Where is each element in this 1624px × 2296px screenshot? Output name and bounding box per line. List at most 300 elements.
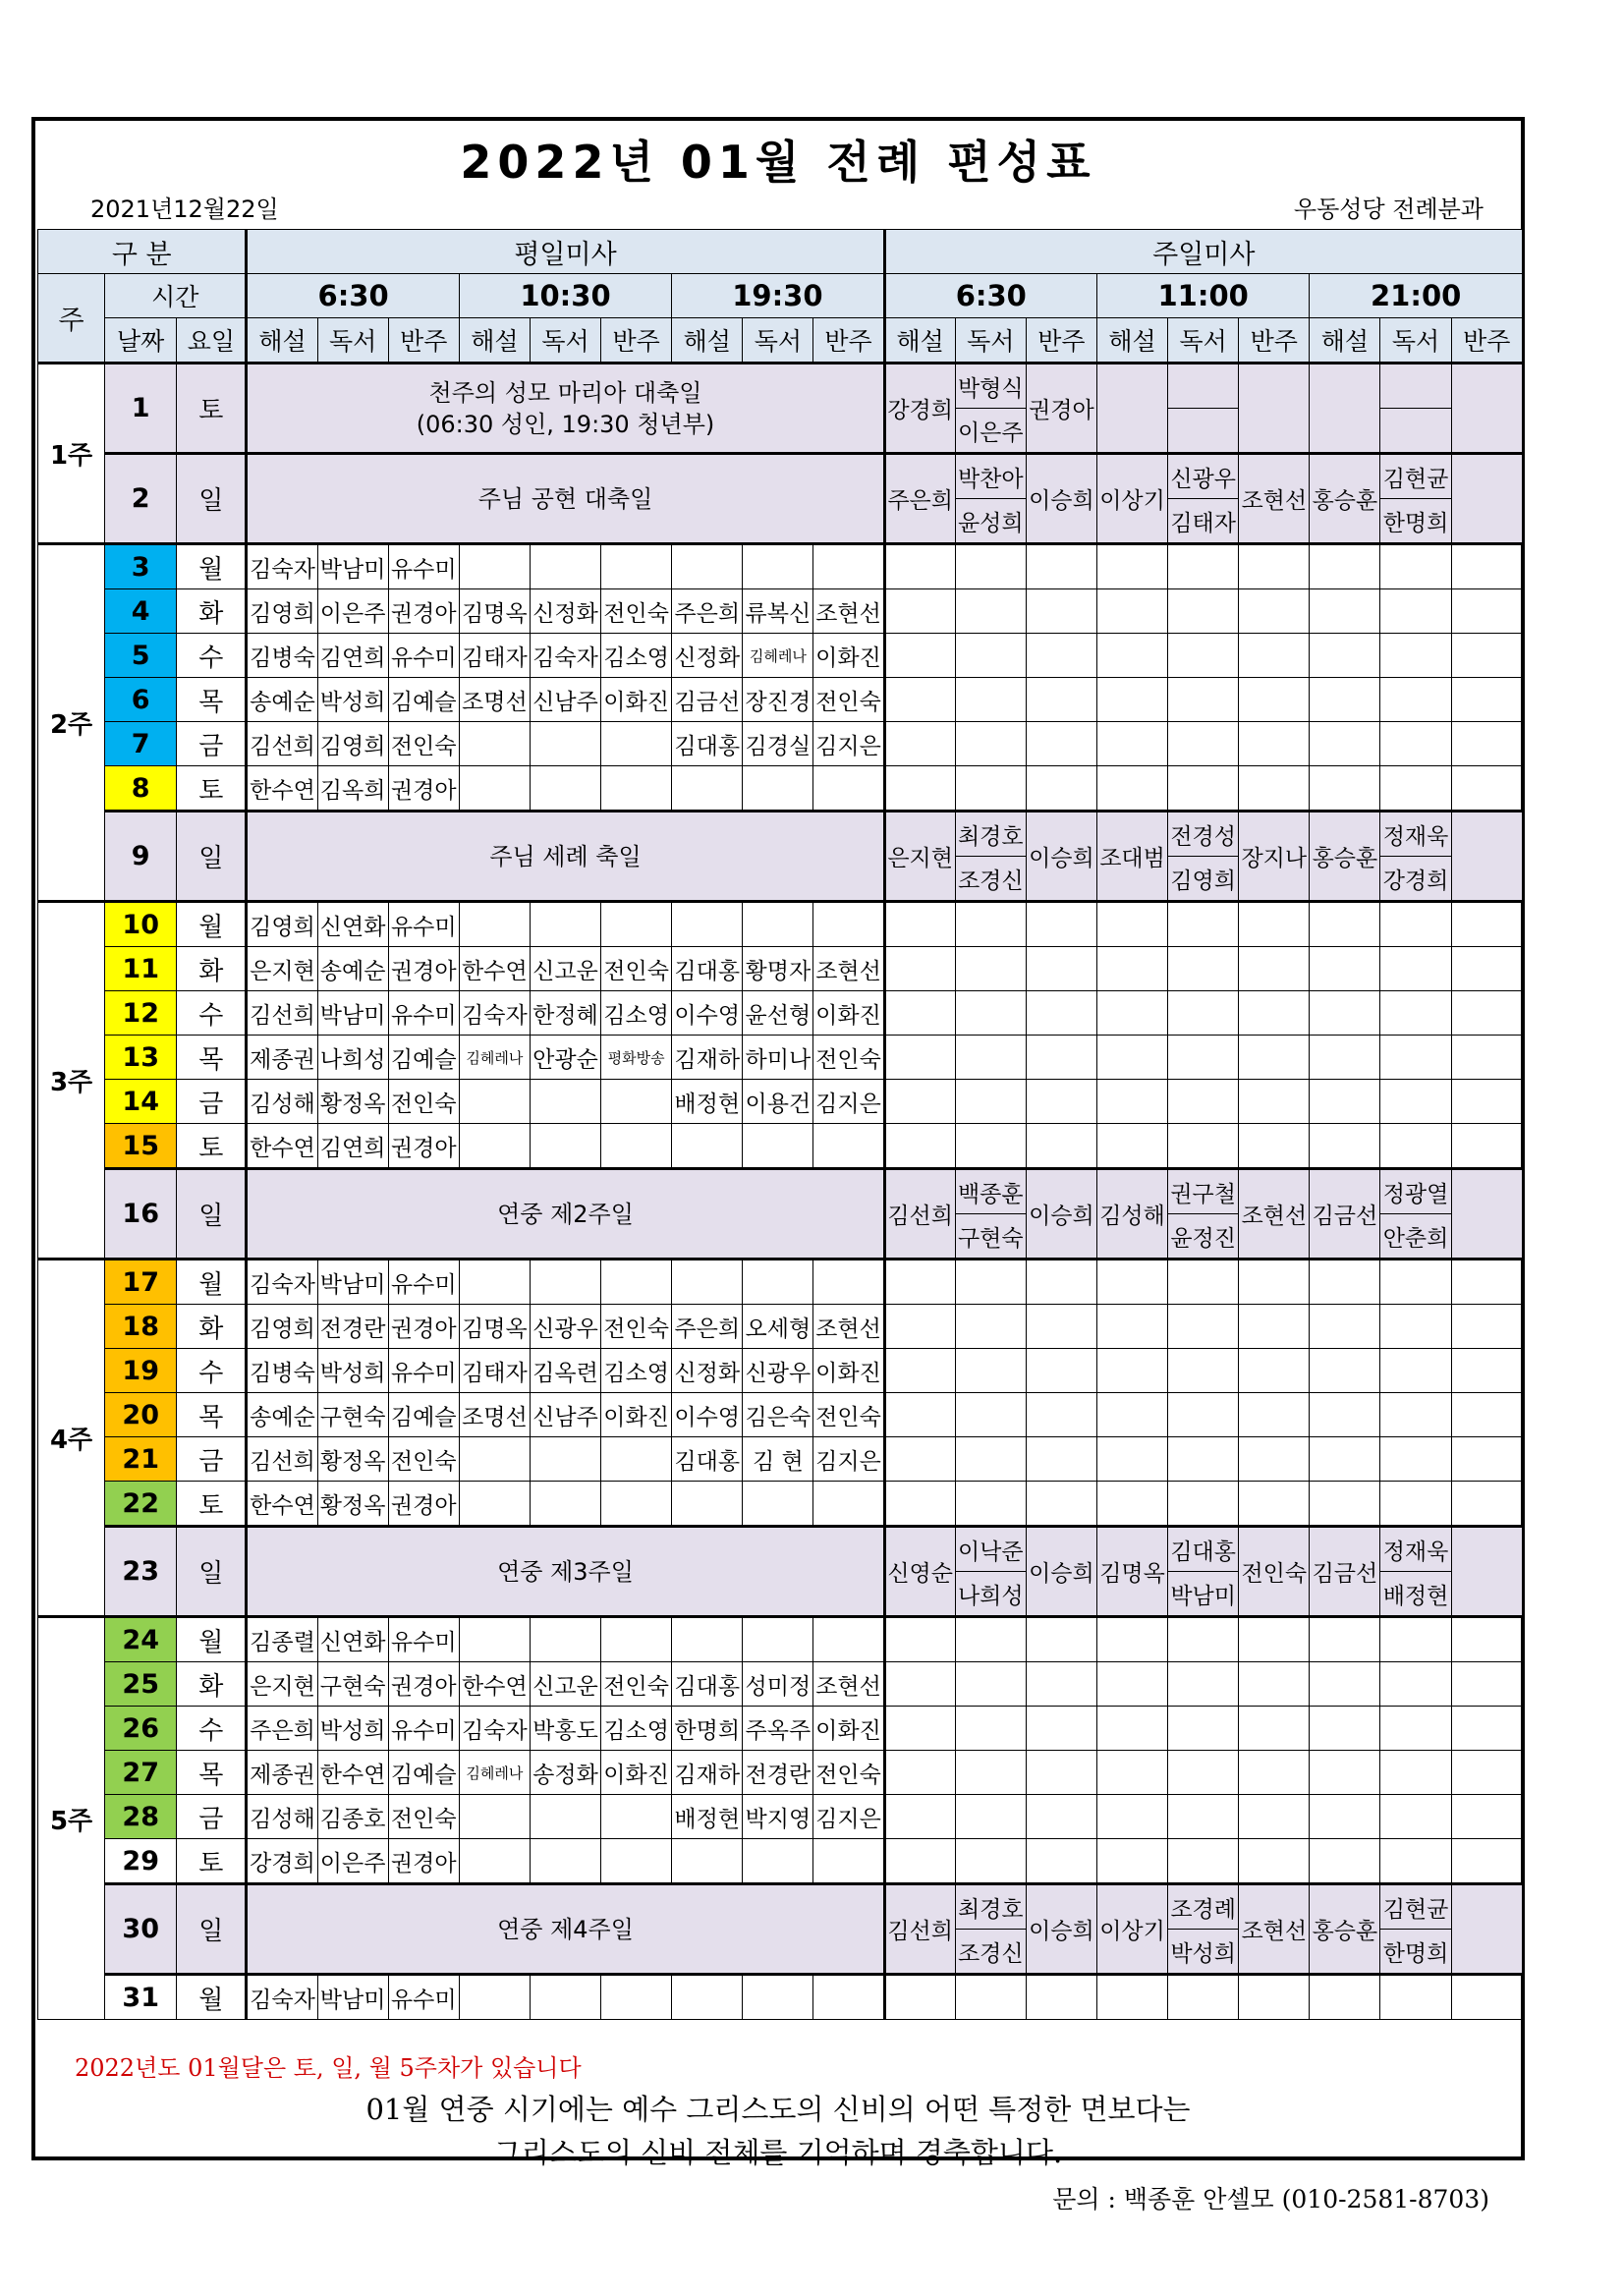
reader-name-2: 강경희: [1380, 857, 1451, 902]
header-role: 반주: [813, 318, 884, 364]
commentator-name: 주은희: [672, 1305, 743, 1349]
empty-slot: [1451, 1393, 1522, 1437]
day-of-week: 금: [177, 1795, 247, 1839]
reader-name: [743, 1124, 813, 1169]
commentator-name: 김영희: [247, 902, 317, 947]
organist-name: 이화진: [813, 1707, 884, 1751]
empty-slot: [1380, 766, 1451, 812]
reader-name: 이용건: [743, 1080, 813, 1124]
header-role: 독서: [1380, 318, 1451, 364]
reader-name: [743, 1617, 813, 1662]
commentator-name: 김금선: [1310, 1527, 1380, 1617]
empty-slot: [1168, 991, 1239, 1036]
empty-slot: [955, 1662, 1026, 1707]
organist-name: 유수미: [388, 544, 459, 589]
day-number: 12: [105, 991, 177, 1036]
organist-name: 김지은: [813, 722, 884, 766]
empty-slot: [1096, 1080, 1167, 1124]
empty-slot: [1380, 1707, 1451, 1751]
commentator-name: [459, 1617, 530, 1662]
reader-name: 이은주: [317, 589, 388, 634]
commentator-name: 은지현: [247, 1662, 317, 1707]
empty-slot: [884, 1036, 955, 1080]
header-role: 해설: [1310, 318, 1380, 364]
reader-name: 황정옥: [317, 1080, 388, 1124]
header-role: 독서: [530, 318, 600, 364]
week-label: 5주: [38, 1617, 105, 2020]
commentator-name: 김대홍: [672, 1437, 743, 1482]
empty-slot: [1310, 1260, 1380, 1305]
empty-slot: [1310, 722, 1380, 766]
organist-name: 권경아: [388, 947, 459, 991]
empty-slot: [1168, 1975, 1239, 2020]
header-row-roles: [38, 318, 1523, 364]
commentator-name: 김헤레나: [459, 1751, 530, 1795]
reader-name: [743, 1975, 813, 2020]
organization-name: 우동성당 전례분과: [1293, 196, 1484, 223]
commentator-name: 주은희: [672, 589, 743, 634]
empty-slot: [1239, 1260, 1310, 1305]
day-of-week: 목: [177, 1751, 247, 1795]
day-number: 14: [105, 1080, 177, 1124]
day-number: 29: [105, 1839, 177, 1884]
empty-slot: [955, 1707, 1026, 1751]
commentator-name: 한수연: [459, 1662, 530, 1707]
organist-name: 유수미: [388, 1260, 459, 1305]
empty-slot: [884, 1437, 955, 1482]
day-of-week: 일: [177, 454, 247, 544]
commentator-name: 김종렬: [247, 1617, 317, 1662]
empty-slot: [1096, 589, 1167, 634]
organist-name: [601, 1617, 672, 1662]
day-of-week: 화: [177, 947, 247, 991]
reader-name: [530, 1437, 600, 1482]
reader-name-1: 김현균: [1380, 454, 1451, 499]
weekday-row: [38, 766, 1523, 812]
organist-name: 전인숙: [813, 1393, 884, 1437]
week-label: 2주: [38, 544, 105, 902]
organist-name: 전인숙: [388, 1795, 459, 1839]
weekday-row: [38, 722, 1523, 766]
commentator-name: [459, 902, 530, 947]
reader-name: 신고운: [530, 1662, 600, 1707]
weekday-row: [38, 1839, 1523, 1884]
empty-slot: [955, 1393, 1026, 1437]
empty-slot: [1168, 544, 1239, 589]
day-number: 3: [105, 544, 177, 589]
reader-name: 신광우: [743, 1349, 813, 1393]
organist-name: [601, 766, 672, 812]
organist-name: [601, 1080, 672, 1124]
empty-slot: [1026, 1707, 1096, 1751]
commentator-name: 김성해: [247, 1080, 317, 1124]
reader-name: 성미정: [743, 1662, 813, 1707]
commentator-name: [672, 1839, 743, 1884]
empty-slot: [955, 678, 1026, 722]
empty-slot: [1096, 678, 1167, 722]
empty-slot: [1026, 678, 1096, 722]
empty-slot: [1310, 1305, 1380, 1349]
empty-slot: [884, 1124, 955, 1169]
reader-name-1: 신광우: [1168, 454, 1239, 499]
reader-name: 박성희: [317, 678, 388, 722]
reader-name: 오세형: [743, 1305, 813, 1349]
weekday-row: [38, 544, 1523, 589]
empty-slot: [1310, 947, 1380, 991]
empty-slot: [1096, 766, 1167, 812]
empty-slot: [1168, 902, 1239, 947]
header-role: 반주: [388, 318, 459, 364]
organist-name: 전인숙: [388, 1080, 459, 1124]
commentator-name: 이수영: [672, 1393, 743, 1437]
organist-name: [601, 722, 672, 766]
day-of-week: 일: [177, 1169, 247, 1260]
commentator-name: [672, 1617, 743, 1662]
empty-slot: [1026, 1393, 1096, 1437]
commentator-name: 김태자: [459, 1349, 530, 1393]
empty-slot: [1310, 1707, 1380, 1751]
empty-slot: [955, 1617, 1026, 1662]
empty-slot: [1096, 1617, 1167, 1662]
organist-name: 유수미: [388, 1617, 459, 1662]
commentator-name: 김헤레나: [459, 1036, 530, 1080]
reader-name: 한정혜: [530, 991, 600, 1036]
empty-slot: [1310, 1482, 1380, 1527]
weekday-row: [38, 589, 1523, 634]
empty-slot: [1096, 1393, 1167, 1437]
empty-slot: [1168, 1839, 1239, 1884]
reader-name: 박홍도: [530, 1707, 600, 1751]
organist-name: 평화방송: [601, 1036, 672, 1080]
day-of-week: 화: [177, 1662, 247, 1707]
empty-slot: [1026, 1305, 1096, 1349]
empty-slot: [955, 1795, 1026, 1839]
commentator-name: 김숙자: [247, 1260, 317, 1305]
reader-name: 전경란: [743, 1751, 813, 1795]
empty-slot: [1239, 1707, 1310, 1751]
commentator-name: [672, 902, 743, 947]
reader-name: 신남주: [530, 678, 600, 722]
commentator-name: 김영희: [247, 1305, 317, 1349]
organist-name: 조현선: [1239, 1884, 1310, 1975]
empty-slot: [1096, 1124, 1167, 1169]
commentator-name: 송예순: [247, 678, 317, 722]
empty-slot: [1239, 1839, 1310, 1884]
commentator-name: 은지현: [247, 947, 317, 991]
reader-name-2: 박성희: [1168, 1930, 1239, 1975]
empty-slot: [1380, 589, 1451, 634]
reader-name: 박남미: [317, 544, 388, 589]
sunday-row: [38, 812, 1523, 857]
organist-name: 전인숙: [1239, 1527, 1310, 1617]
organist-name: [601, 544, 672, 589]
header-row-category: [38, 230, 1523, 274]
reader-name: 황명자: [743, 947, 813, 991]
commentator-name: 김숙자: [459, 1707, 530, 1751]
commentator-name: 김금선: [672, 678, 743, 722]
commentator-name: 김선희: [247, 722, 317, 766]
empty-slot: [1168, 1393, 1239, 1437]
empty-slot: [955, 1124, 1026, 1169]
organist-name: [813, 766, 884, 812]
reader-name: 구현숙: [317, 1393, 388, 1437]
week-label: 1주: [38, 364, 105, 544]
commentator-name: 김병숙: [247, 1349, 317, 1393]
empty-slot: [1451, 1124, 1522, 1169]
reader-name: 김헤레나: [743, 634, 813, 678]
empty-slot: [1096, 1036, 1167, 1080]
organist-name: 김소영: [601, 634, 672, 678]
page-title: 2022년 01월 전례 편성표: [460, 136, 1096, 189]
reader-name-1: 정재욱: [1380, 1527, 1451, 1572]
day-number: 15: [105, 1124, 177, 1169]
empty-slot: [1239, 902, 1310, 947]
commentator-name: 송예순: [247, 1393, 317, 1437]
reader-name: 신고운: [530, 947, 600, 991]
commentator-name: 김명옥: [1096, 1527, 1167, 1617]
empty-slot: [1026, 1751, 1096, 1795]
weekday-row: [38, 1707, 1523, 1751]
day-of-week: 목: [177, 1393, 247, 1437]
empty-slot: [1096, 1349, 1167, 1393]
empty-slot: [1096, 947, 1167, 991]
commentator-name: 김병숙: [247, 634, 317, 678]
empty-slot: [955, 1437, 1026, 1482]
commentator-name: 강경희: [247, 1839, 317, 1884]
weekday-row: [38, 1617, 1523, 1662]
organist-name: 김예슬: [388, 1393, 459, 1437]
organist-name: 이승희: [1026, 1527, 1096, 1617]
day-of-week: 토: [177, 1839, 247, 1884]
weekday-row: [38, 1036, 1523, 1080]
empty-slot: [1451, 722, 1522, 766]
empty-slot: [884, 722, 955, 766]
day-of-week: 수: [177, 991, 247, 1036]
reader-name: 박남미: [317, 991, 388, 1036]
commentator-name: 김선희: [247, 1437, 317, 1482]
reader-name: 전경란: [317, 1305, 388, 1349]
reader-name: [743, 766, 813, 812]
commentator-name: 한수연: [247, 1124, 317, 1169]
header-time: 시간: [105, 274, 247, 318]
empty-slot: [1310, 1662, 1380, 1707]
weekday-row: [38, 1080, 1523, 1124]
reader-name-2: 이은주: [955, 409, 1026, 454]
reader-name: 박성희: [317, 1349, 388, 1393]
header-row-times: [38, 274, 1523, 318]
empty-slot: [1168, 1036, 1239, 1080]
empty-slot: [1310, 902, 1380, 947]
day-of-week: 화: [177, 589, 247, 634]
empty-slot: [1451, 1707, 1522, 1751]
empty-slot: [1026, 991, 1096, 1036]
organist-name: 유수미: [388, 902, 459, 947]
organist-name: [813, 1839, 884, 1884]
commentator-name: 한수연: [247, 1482, 317, 1527]
header-role: 해설: [884, 318, 955, 364]
empty-slot: [1239, 1751, 1310, 1795]
empty-slot: [1026, 902, 1096, 947]
commentator-name: 김대홍: [672, 947, 743, 991]
empty-slot: [1310, 1617, 1380, 1662]
organist-name: 이승희: [1026, 1169, 1096, 1260]
commentator-name: [459, 766, 530, 812]
reader-name-2: 안춘희: [1380, 1214, 1451, 1260]
header-category: 구 분: [38, 230, 247, 274]
empty-slot: [1026, 634, 1096, 678]
empty-slot: [1451, 678, 1522, 722]
sunday-row: [38, 1527, 1523, 1572]
header-role: 반주: [1026, 318, 1096, 364]
commentator-name: 김대홍: [672, 1662, 743, 1707]
empty-slot: [1380, 1036, 1451, 1080]
day-number: 1: [105, 364, 177, 454]
commentator-name: 김금선: [1310, 1169, 1380, 1260]
commentator-name: 조명선: [459, 678, 530, 722]
day-number: 26: [105, 1707, 177, 1751]
empty-slot: [1239, 1305, 1310, 1349]
reader-name-2: 한명희: [1380, 1930, 1451, 1975]
day-of-week: 월: [177, 1617, 247, 1662]
empty-slot: [955, 1036, 1026, 1080]
reader-name: [743, 544, 813, 589]
organist-name: [601, 1437, 672, 1482]
day-of-week: 토: [177, 1124, 247, 1169]
empty-slot: [1380, 1349, 1451, 1393]
reader-name: 주옥주: [743, 1707, 813, 1751]
reader-name-2: 박남미: [1168, 1572, 1239, 1617]
empty-slot: [1451, 544, 1522, 589]
organist-name: [1451, 1169, 1522, 1260]
commentator-name: 김재하: [672, 1036, 743, 1080]
empty-slot: [1026, 1080, 1096, 1124]
reader-name: [530, 766, 600, 812]
header-role: 반주: [1451, 318, 1522, 364]
weekday-row: [38, 1975, 1523, 2020]
day-number: 28: [105, 1795, 177, 1839]
organist-name: [813, 1260, 884, 1305]
organist-name: 이화진: [813, 634, 884, 678]
day-of-week: 수: [177, 1707, 247, 1751]
organist-name: 전인숙: [813, 678, 884, 722]
empty-slot: [1239, 1795, 1310, 1839]
day-of-week: 일: [177, 812, 247, 902]
commentator-name: 김영희: [247, 589, 317, 634]
reader-name-2: [1168, 409, 1239, 454]
header-role: 독서: [743, 318, 813, 364]
reader-name: 윤선형: [743, 991, 813, 1036]
weekday-row: [38, 1393, 1523, 1437]
commentator-name: 배정현: [672, 1080, 743, 1124]
empty-slot: [1451, 1349, 1522, 1393]
organist-name: 조현선: [813, 589, 884, 634]
day-number: 22: [105, 1482, 177, 1527]
empty-slot: [1380, 1751, 1451, 1795]
empty-slot: [1380, 678, 1451, 722]
empty-slot: [1168, 634, 1239, 678]
reader-name: 박지영: [743, 1795, 813, 1839]
organist-name: [813, 544, 884, 589]
day-number: 6: [105, 678, 177, 722]
feast-name: 천주의 성모 마리아 대축일 (06:30 성인, 19:30 청년부): [247, 364, 884, 454]
reader-name: [530, 722, 600, 766]
day-number: 2: [105, 454, 177, 544]
day-number: 25: [105, 1662, 177, 1707]
reader-name: [530, 1795, 600, 1839]
commentator-name: 김명옥: [459, 589, 530, 634]
commentator-name: 김성해: [247, 1795, 317, 1839]
empty-slot: [1096, 1839, 1167, 1884]
commentator-name: [459, 544, 530, 589]
commentator-name: [1096, 364, 1167, 454]
empty-slot: [1310, 634, 1380, 678]
reader-name-1: 김현균: [1380, 1884, 1451, 1930]
empty-slot: [1026, 947, 1096, 991]
day-number: 8: [105, 766, 177, 812]
empty-slot: [1168, 1437, 1239, 1482]
reader-name: 나희성: [317, 1036, 388, 1080]
empty-slot: [1026, 544, 1096, 589]
organist-name: 조현선: [813, 947, 884, 991]
organist-name: 김지은: [813, 1795, 884, 1839]
header-sunday-time: 21:00: [1310, 274, 1523, 318]
organist-name: 김지은: [813, 1437, 884, 1482]
empty-slot: [1026, 1260, 1096, 1305]
day-number: 16: [105, 1169, 177, 1260]
commentator-name: 홍승훈: [1310, 1884, 1380, 1975]
day-of-week: 화: [177, 1305, 247, 1349]
reader-name: 신연화: [317, 902, 388, 947]
notice-five-weeks: 2022년도 01월달은 토, 일, 월 5주차가 있습니다: [75, 2054, 582, 2082]
reader-name: 신정화: [530, 589, 600, 634]
weekday-row: [38, 1662, 1523, 1707]
organist-name: 김지은: [813, 1080, 884, 1124]
empty-slot: [1310, 1349, 1380, 1393]
empty-slot: [1096, 1975, 1167, 2020]
empty-slot: [1096, 1707, 1167, 1751]
reader-name-2: 조경신: [955, 857, 1026, 902]
organist-name: 유수미: [388, 991, 459, 1036]
commentator-name: 김선희: [884, 1169, 955, 1260]
header-weekday-time: 10:30: [459, 274, 671, 318]
organist-name: 전인숙: [601, 589, 672, 634]
reader-name: 김영희: [317, 722, 388, 766]
header-role: 해설: [247, 318, 317, 364]
day-number: 27: [105, 1751, 177, 1795]
reader-name: 장진경: [743, 678, 813, 722]
reader-name: 하미나: [743, 1036, 813, 1080]
reader-name-1: 김대홍: [1168, 1527, 1239, 1572]
day-of-week: 수: [177, 634, 247, 678]
empty-slot: [955, 1839, 1026, 1884]
reader-name-2: 조경신: [955, 1930, 1026, 1975]
organist-name: 권경아: [388, 1482, 459, 1527]
empty-slot: [1168, 1795, 1239, 1839]
empty-slot: [1451, 1260, 1522, 1305]
empty-slot: [1096, 1260, 1167, 1305]
day-number: 23: [105, 1527, 177, 1617]
organist-name: [813, 1617, 884, 1662]
organist-name: 이승희: [1026, 1884, 1096, 1975]
empty-slot: [1168, 1617, 1239, 1662]
weekday-row: [38, 902, 1523, 947]
reader-name-1: 조경례: [1168, 1884, 1239, 1930]
commentator-name: [672, 1482, 743, 1527]
feast-name: 주님 공현 대축일: [247, 454, 884, 544]
day-of-week: 목: [177, 1036, 247, 1080]
empty-slot: [955, 991, 1026, 1036]
empty-slot: [1239, 1437, 1310, 1482]
